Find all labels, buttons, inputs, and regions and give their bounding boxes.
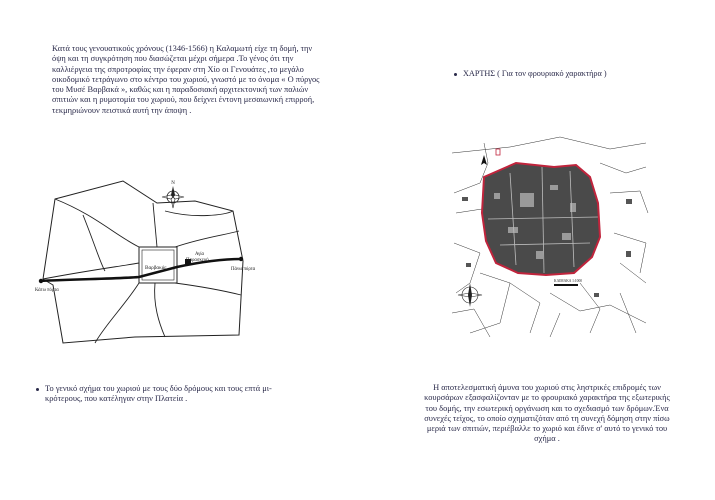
map-heading-text: ΧΑΡΤΗΣ ( Για τον φρουριακό χαρακτήρα ) <box>463 69 607 78</box>
map-heading <box>454 69 607 79</box>
fortified-village-map <box>450 133 650 338</box>
map-scale-label: ΚΛΙΜΑΚΑ 1:1000 <box>554 279 583 283</box>
caption-line-1: Το γενικό σχήμα του χωριού με τους δύο δρόμους και τους επτά μι- <box>45 384 272 393</box>
defense-paragraph: Η αποτελεσματική άμυνα του χωριού στις ληστρικές επιδρομές των κουρσάρων εξασφαλίζονταν με το φρουριακό χαρακτήρα της εξωτερικής του δομής, την εσωτερική οργάνωση και το σχεδιασμό των δρόμων.Ένα συνεχές τείχος, το οποίο σχηματιζόταν από τη συνεχή δόμηση στην πίσω μεριά των σπιτιών, περιέβαλλε το χωριό και έδινε σ' αυτό το γενικό του σχήμα . <box>424 383 670 444</box>
intro-paragraph: Κατά τους γενουατικούς χρόνους (1346-1566) η Καλαμωτή είχε τη δομή, την όψη και τη συγκρότηση που διασώζεται μέχρι σήμερα .Το γένος ότι την καλλιέργεια της σπροτροφίας την έφεραν στη Χίο οι Γενουάτες ,το μεγάλο οικοδομικό τετράγωνο στο κέντρο του χωριού, γνωστό με το όνομα « Ο πύργος του Μυσέ Βαρβακά », καθώς και η παραδοσιακή αρχιτεκτονική των παλιών σπιτιών και η ρυμοτομία του χωριού, που δείχνει έντονη μεσαιωνική επιρροή, τεκμηριώνουν πειστικά αυτή την άποψη . <box>52 44 320 115</box>
upper-gate-marker <box>239 257 243 261</box>
lower-gate-label: Κάτω πόρτα <box>35 288 59 293</box>
svg-text:N: N <box>171 181 175 186</box>
upper-gate-label: Πάνω πόρτα <box>231 267 256 272</box>
map-scale-bar <box>554 284 578 286</box>
caption-line-2: κρότερους, που κατέληγαν στην Πλατεία . <box>45 394 188 404</box>
village-sketch-map <box>35 175 330 350</box>
map-compass-icon <box>458 283 482 307</box>
sketch-caption <box>36 384 326 405</box>
bullet-icon <box>454 73 457 76</box>
lower-gate-marker <box>39 279 43 283</box>
church-label: Αγία Παρασκευή <box>186 252 209 263</box>
north-arrow-icon <box>481 155 487 165</box>
compass-rose-icon <box>162 181 184 208</box>
main-road <box>39 259 241 281</box>
varvakas-label: Βαρβακάς <box>145 265 167 271</box>
bullet-icon <box>36 388 39 391</box>
